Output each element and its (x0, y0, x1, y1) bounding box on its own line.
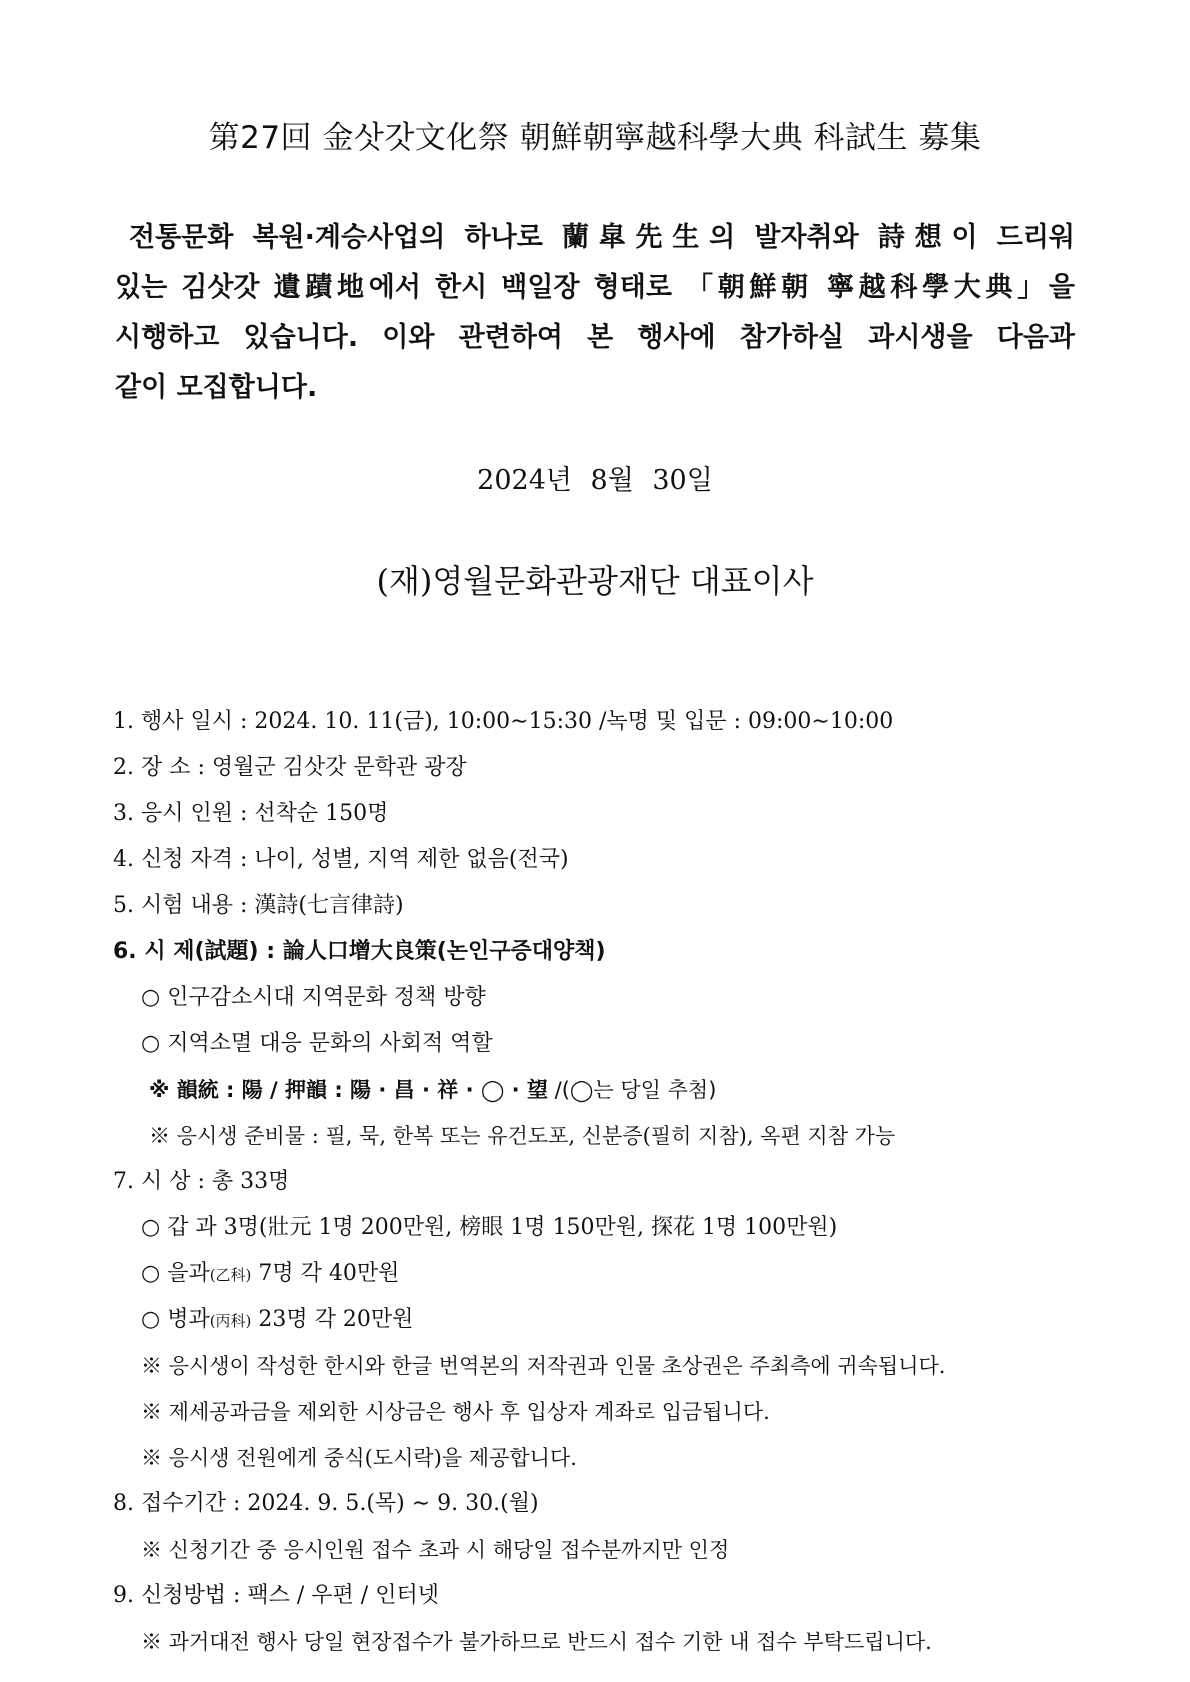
award-eul (113, 1252, 1093, 1298)
rhyme-note-bold: ※ 韻統 : 陽 / 押韻 : 陽 · 昌 · 祥 · ◯ · 望 (149, 1078, 548, 1102)
item-application-method: 9. 신청방법 : 팩스 / 우편 / 인터넷 (113, 1583, 439, 1608)
item-exam-topic: 6. 시 제(試題) : 論人口增大良策(논인구증대양책) (113, 939, 606, 964)
period-note: ※ 신청기간 중 응시인원 접수 초과 시 해당일 접수분까지만 인정 (141, 1538, 730, 1562)
topic-sub-2: ○ 지역소멸 대응 문화의 사회적 역할 (141, 1031, 493, 1056)
award-byeong (113, 1298, 1093, 1344)
lunch-note: ※ 응시생 전원에게 중식(도시락)을 제공합니다. (141, 1446, 577, 1470)
item-eligibility: 4. 신청 자격 : 나이, 성별, 지역 제한 없음(전국) (113, 847, 569, 872)
award-byeong-hanja: (丙科) (209, 1312, 252, 1330)
item-event-datetime: 1. 행사 일시 : 2024. 10. 11(금), 10:00∼15:30 /녹명 및 입문 : 09:00∼10:00 (113, 709, 894, 734)
item-application-period: 8. 접수기간 : 2024. 9. 5.(목) ∼ 9. 30.(월) (113, 1491, 539, 1516)
item-capacity: 3. 응시 인원 : 선착순 150명 (113, 801, 389, 826)
intro-paragraph (115, 213, 1075, 413)
tax-note: ※ 제세공과금을 제외한 시상금은 행사 후 입상자 계좌로 입금됩니다. (141, 1400, 770, 1424)
organization-signature: (재)영월문화관광재단 대표이사 (376, 562, 814, 600)
method-note: ※ 과거대전 행사 당일 현장접수가 불가하므로 반드시 접수 기한 내 접수 부탁드립니다. (141, 1630, 932, 1654)
item-venue: 2. 장 소 : 영월군 김삿갓 문학관 광장 (113, 755, 467, 780)
intro-line-4: 같이 모집합니다. (115, 372, 318, 403)
supplies-note: ※ 응시생 준비물 : 필, 묵, 한복 또는 유건도포, 신분증(필히 지참), 옥편 지참 가능 (149, 1124, 896, 1148)
intro-line-2: 있는 김삿갓 遺蹟地에서 한시 백일장 형태로 「朝鮮朝 寧越科學大典」을 (115, 272, 1075, 303)
announcement-date: 2024년 8월 30일 (477, 465, 713, 496)
document-title: 第27回 金삿갓文化祭 朝鮮朝寧越科學大典 科試生 募集 (208, 120, 982, 156)
rhyme-note-rest: /(◯는 당일 추첨) (547, 1078, 717, 1102)
details-list (113, 700, 1093, 1666)
award-byeong-label: ○ 병과 (141, 1307, 210, 1332)
award-byeong-detail: 23명 각 20만원 (251, 1307, 414, 1332)
item-exam-content: 5. 시험 내용 : 漢詩(七言律詩) (113, 893, 404, 918)
copyright-note: ※ 응시생이 작성한 한시와 한글 번역본의 저작권과 인물 초상권은 주최측에 귀속됩니다. (141, 1354, 946, 1378)
award-eul-label: ○ 을과 (141, 1261, 210, 1286)
intro-line-1: 전통문화 복원·계승사업의 하나로 蘭皐先生의 발자취와 詩想이 드리워 (129, 222, 1075, 253)
rhyme-note (113, 1068, 1093, 1114)
intro-line-3: 시행하고 있습니다. 이와 관련하여 본 행사에 참가하실 과시생을 다음과 (115, 322, 1075, 353)
item-awards: 7. 시 상 : 총 33명 (113, 1169, 290, 1194)
award-eul-hanja: (乙科) (209, 1266, 252, 1284)
award-eul-detail: 7명 각 40만원 (251, 1261, 400, 1286)
award-gap: ○ 갑 과 3명(壯元 1명 200만원, 榜眼 1명 150만원, 探花 1명 100만원) (141, 1215, 838, 1240)
topic-sub-1: ○ 인구감소시대 지역문화 정책 방향 (141, 985, 486, 1010)
